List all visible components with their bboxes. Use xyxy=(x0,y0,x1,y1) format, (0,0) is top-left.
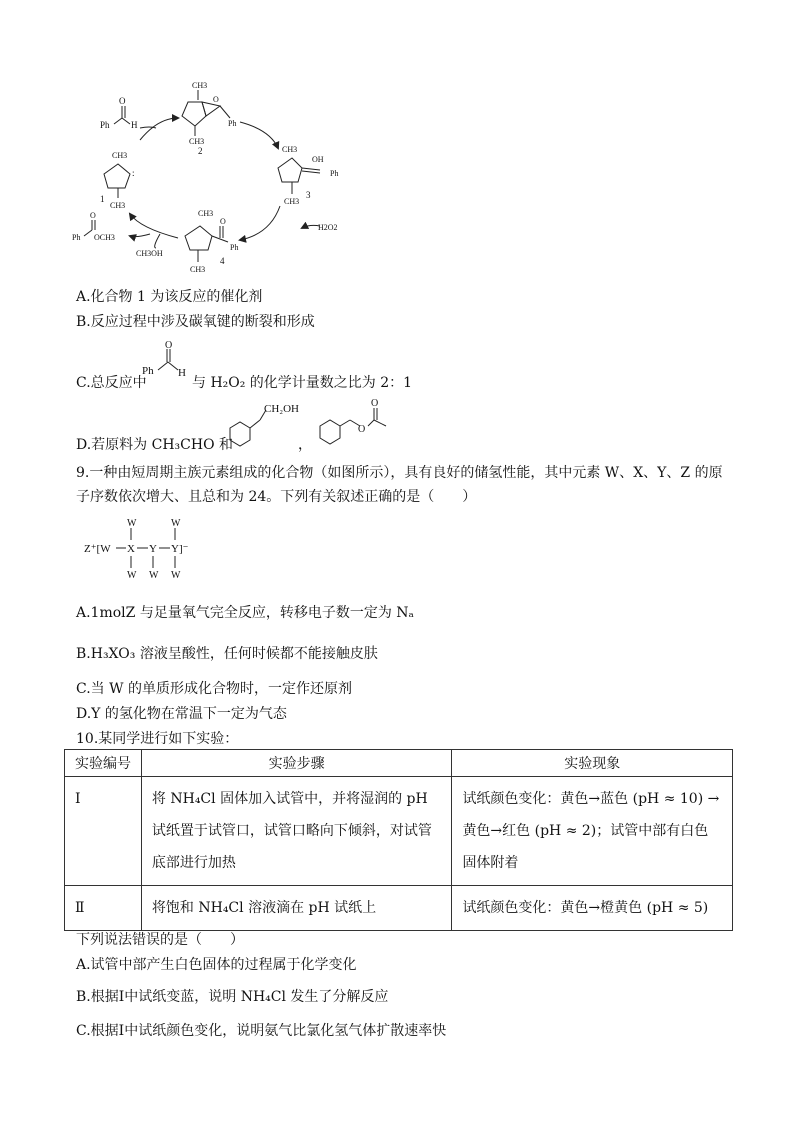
svg-text:OH: OH xyxy=(312,155,324,164)
svg-text:Y]⁻: Y]⁻ xyxy=(171,543,189,555)
svg-text:Ph: Ph xyxy=(230,243,239,252)
q8-option-b: B.反应过程中涉及碳氧键的断裂和形成 xyxy=(76,314,315,330)
benzaldehyde-structure xyxy=(100,96,138,130)
svg-text:CH3: CH3 xyxy=(282,145,298,154)
experiment-step: 将饱和 NH₄Cl 溶液滴在 pH 试纸上 xyxy=(141,886,452,931)
q9-option-d: D.Y 的氢化物在常温下一定为气态 xyxy=(76,706,287,722)
q9-option-b: B.H₃XO₃ 溶液呈酸性，任何时候都不能接触皮肤 xyxy=(76,646,378,662)
benzyl-alcohol-structure xyxy=(226,398,306,448)
svg-text:H: H xyxy=(131,120,138,130)
q8-option-d-comma: ， xyxy=(298,437,312,453)
svg-text:O: O xyxy=(220,217,226,226)
svg-text:H: H xyxy=(178,367,186,379)
benzaldehyde-inline-structure xyxy=(140,340,196,384)
q8-option-d-prefix: D.若原料为 CH₃CHO 和 xyxy=(76,437,234,453)
q8-option-c-prefix: C.总反应中 xyxy=(76,375,147,391)
svg-text:W: W xyxy=(149,570,159,581)
svg-text:W: W xyxy=(127,518,137,529)
svg-text:Ph: Ph xyxy=(100,120,110,130)
svg-text:Ph: Ph xyxy=(330,169,339,178)
q8-option-c-suffix: 与 H₂O₂ 的化学计量数之比为 2：1 xyxy=(192,375,413,391)
methanol-exit-arrow xyxy=(155,234,160,248)
svg-text:CH3: CH3 xyxy=(190,265,206,274)
svg-text::: : xyxy=(132,168,135,178)
table-row xyxy=(65,777,733,886)
ester-product-structure xyxy=(72,211,115,242)
q8-option-a: A.化合物 1 为该反应的催化剂 xyxy=(76,289,263,305)
svg-text:CH3: CH3 xyxy=(112,151,128,160)
compound-3-structure xyxy=(278,145,338,206)
svg-text:W: W xyxy=(171,518,181,529)
svg-text:1: 1 xyxy=(100,194,105,204)
svg-text:OCH3: OCH3 xyxy=(94,233,115,242)
table-header-row xyxy=(65,750,733,777)
aldehyde-entry-arrow xyxy=(140,127,156,128)
svg-text:O: O xyxy=(358,424,366,435)
q9-option-a: A.1molZ 与足量氧气完全反应，转移电子数一定为 Nₐ xyxy=(76,605,414,621)
table-header: 实验编号 xyxy=(65,750,142,777)
svg-text:Ph: Ph xyxy=(142,365,154,377)
svg-text:W: W xyxy=(171,570,181,581)
experiment-id: Ⅰ xyxy=(65,777,142,886)
experiment-result: 试纸颜色变化：黄色→橙黄色 (pH ≈ 5) xyxy=(452,886,733,931)
compound-4-structure xyxy=(185,209,238,274)
svg-text:Ph: Ph xyxy=(228,119,237,128)
svg-text:4: 4 xyxy=(220,256,225,266)
svg-text:CH3: CH3 xyxy=(284,197,300,206)
svg-text:O: O xyxy=(119,96,126,106)
table-header: 实验现象 xyxy=(452,750,733,777)
svg-text:Ph: Ph xyxy=(72,233,81,242)
methanol-label: CH3OH xyxy=(136,249,163,258)
svg-text:Y: Y xyxy=(149,543,157,555)
svg-text:CH₂OH: CH₂OH xyxy=(264,403,300,415)
svg-text:X: X xyxy=(127,543,135,555)
experiment-table xyxy=(64,749,733,931)
q9-structure-formula xyxy=(80,514,220,584)
q10-stem: 10.某同学进行如下实验： xyxy=(76,731,239,747)
q10-option-c: C.根据Ⅰ中试纸颜色变化，说明氨气比氯化氢气体扩散速率快 xyxy=(76,1023,447,1039)
svg-text:O: O xyxy=(371,398,379,409)
svg-text:W: W xyxy=(127,570,137,581)
arrow-1-to-2 xyxy=(140,118,178,140)
q10-option-a: A.试管中部产生白色固体的过程属于化学变化 xyxy=(76,957,357,973)
svg-text:O: O xyxy=(165,340,173,351)
svg-text:Z⁺[W: Z⁺[W xyxy=(84,543,111,555)
h2o2-label: H2O2 xyxy=(318,223,338,232)
svg-text:3: 3 xyxy=(306,190,311,200)
q10-question: 下列说法错误的是（ ） xyxy=(76,932,244,948)
benzyl-acetate-structure xyxy=(316,396,396,446)
compound-2-structure xyxy=(182,81,236,156)
q9-option-c: C.当 W 的单质形成化合物时，一定作还原剂 xyxy=(76,681,352,697)
q10-option-b: B.根据Ⅰ中试纸变蓝，说明 NH₄Cl 发生了分解反应 xyxy=(76,989,389,1005)
svg-text:2: 2 xyxy=(198,146,203,156)
svg-text:CH3: CH3 xyxy=(192,81,208,90)
svg-text:CH3: CH3 xyxy=(198,209,214,218)
compound-1-structure xyxy=(100,151,135,210)
q9-stem: 9.一种由短周期主族元素组成的化合物（如图所示），具有良好的储氢性能，其中元素 W、X、Y、Z 的原子序数依次增大、且总和为 24。下列有关叙述正确的是（ ） xyxy=(76,465,723,505)
arrow-3-to-4 xyxy=(240,206,280,240)
experiment-result: 试纸颜色变化：黄色→蓝色 (pH ≈ 10) →黄色→红色 (pH ≈ 2)；试管中部有白色固体附着 xyxy=(452,777,733,886)
table-row xyxy=(65,886,733,931)
arrow-2-to-3 xyxy=(240,122,278,148)
svg-text:CH3: CH3 xyxy=(189,137,205,146)
experiment-step: 将 NH₄Cl 固体加入试管中，并将湿润的 pH 试纸置于试管口，试管口略向下倾斜，对试管底部进行加热 xyxy=(141,777,452,886)
ester-exit-arrow xyxy=(130,234,150,237)
svg-text:CH3: CH3 xyxy=(110,201,126,210)
experiment-id: Ⅱ xyxy=(65,886,142,931)
arrow-4-to-1 xyxy=(130,214,178,238)
svg-text:O: O xyxy=(213,95,219,104)
table-header: 实验步骤 xyxy=(141,750,452,777)
catalytic-cycle-scheme xyxy=(70,78,400,288)
svg-text:O: O xyxy=(90,211,96,220)
